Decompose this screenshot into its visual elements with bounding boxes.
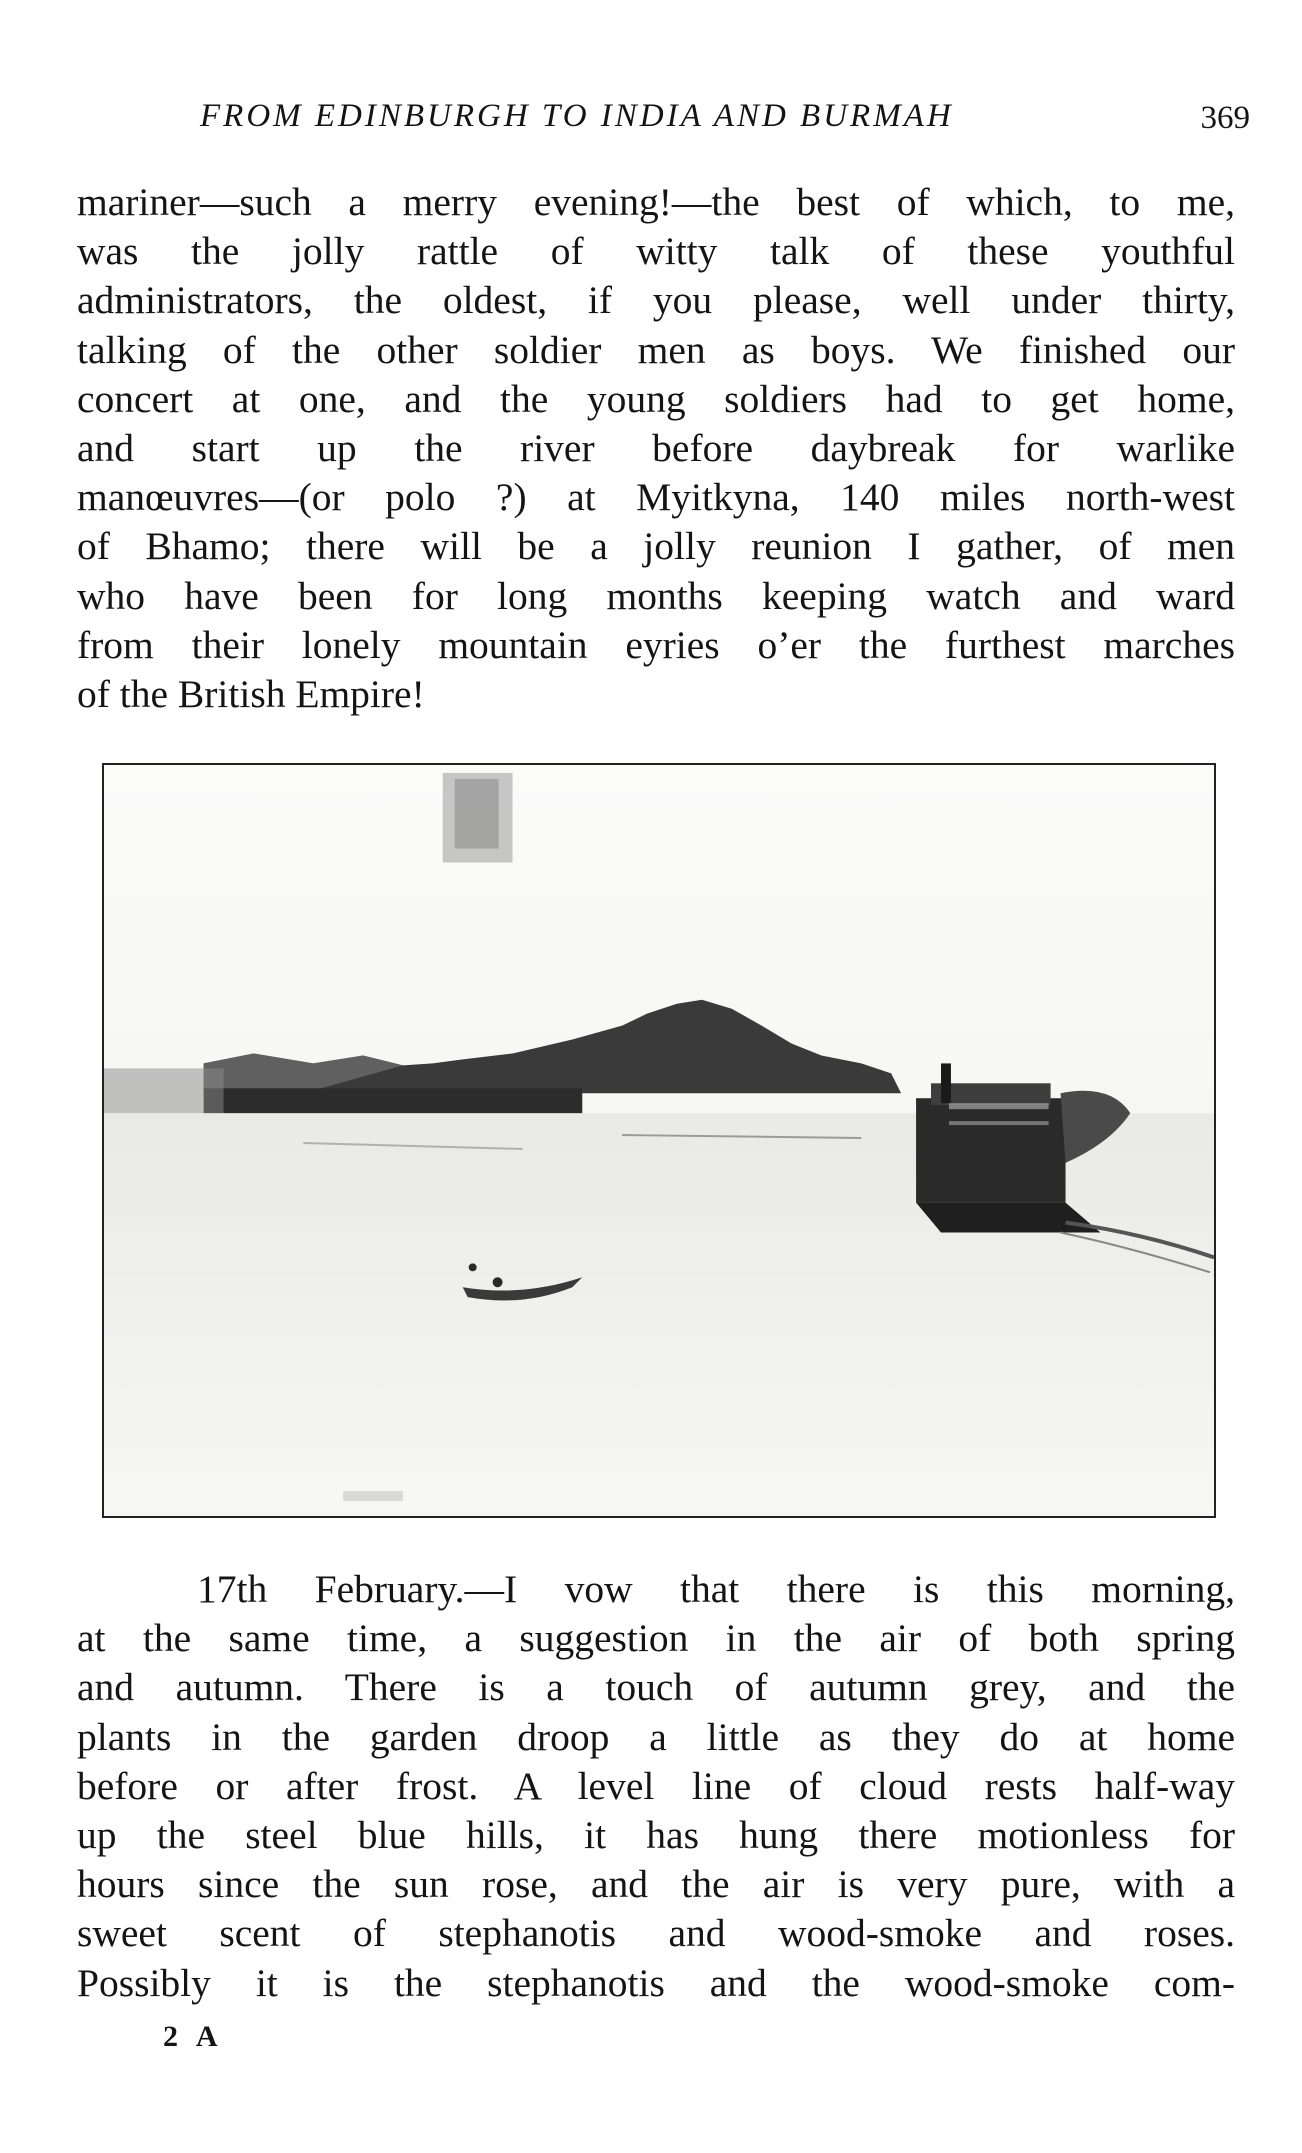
text-line: of the British Empire! — [77, 672, 425, 717]
paragraph-2 — [77, 1565, 1235, 2008]
text-line: from their lonely mountain eyries o’er the furthest marches — [77, 622, 1235, 667]
text-line: administrators, the oldest, if you please, well under thirty, — [77, 278, 1235, 323]
text-line: and start up the river before daybreak for warlike — [77, 426, 1235, 471]
text-line: 17th February.—I vow that there is this morning, — [197, 1567, 1235, 1611]
text-line: Possibly it is the stephanotis and the wood-smoke com- — [77, 1960, 1235, 2005]
page-number: 369 — [1200, 100, 1250, 136]
running-title: FROM EDINBURGH TO INDIA AND BURMAH — [200, 98, 954, 134]
river-steamer-photo — [104, 765, 1214, 1516]
photograph-river-steamer — [102, 763, 1216, 1518]
text-line: concert at one, and the young soldiers had to get home, — [77, 376, 1235, 421]
text-line: hours since the sun rose, and the air is very pure, with a — [77, 1862, 1235, 1907]
text-line: talking of the other soldier men as boys. We finished our — [77, 327, 1235, 372]
text-line: up the steel blue hills, it has hung there motionless for — [77, 1813, 1235, 1858]
signature-mark: 2 A — [163, 2020, 224, 2053]
text-line: who have been for long months keeping watch and ward — [77, 573, 1235, 618]
text-line: manœuvres—(or polo ?) at Myitkyna, 140 miles north-west — [77, 475, 1235, 520]
text-line: was the jolly rattle of witty talk of these youthful — [77, 229, 1235, 274]
text-line: mariner—such a merry evening!—the best of which, to me, — [77, 180, 1235, 224]
text-line: plants in the garden droop a little as they do at home — [77, 1714, 1235, 1759]
text-line: before or after frost. A level line of cloud rests half-way — [77, 1763, 1235, 1808]
page-header — [200, 98, 1250, 148]
text-line: of Bhamo; there will be a jolly reunion I gather, of men — [77, 524, 1235, 569]
text-line: sweet scent of stephanotis and wood-smoke and roses. — [77, 1911, 1235, 1956]
paragraph-1 — [77, 178, 1235, 719]
text-line: and autumn. There is a touch of autumn grey, and the — [77, 1665, 1235, 1710]
text-line: at the same time, a suggestion in the air of both spring — [77, 1616, 1235, 1661]
